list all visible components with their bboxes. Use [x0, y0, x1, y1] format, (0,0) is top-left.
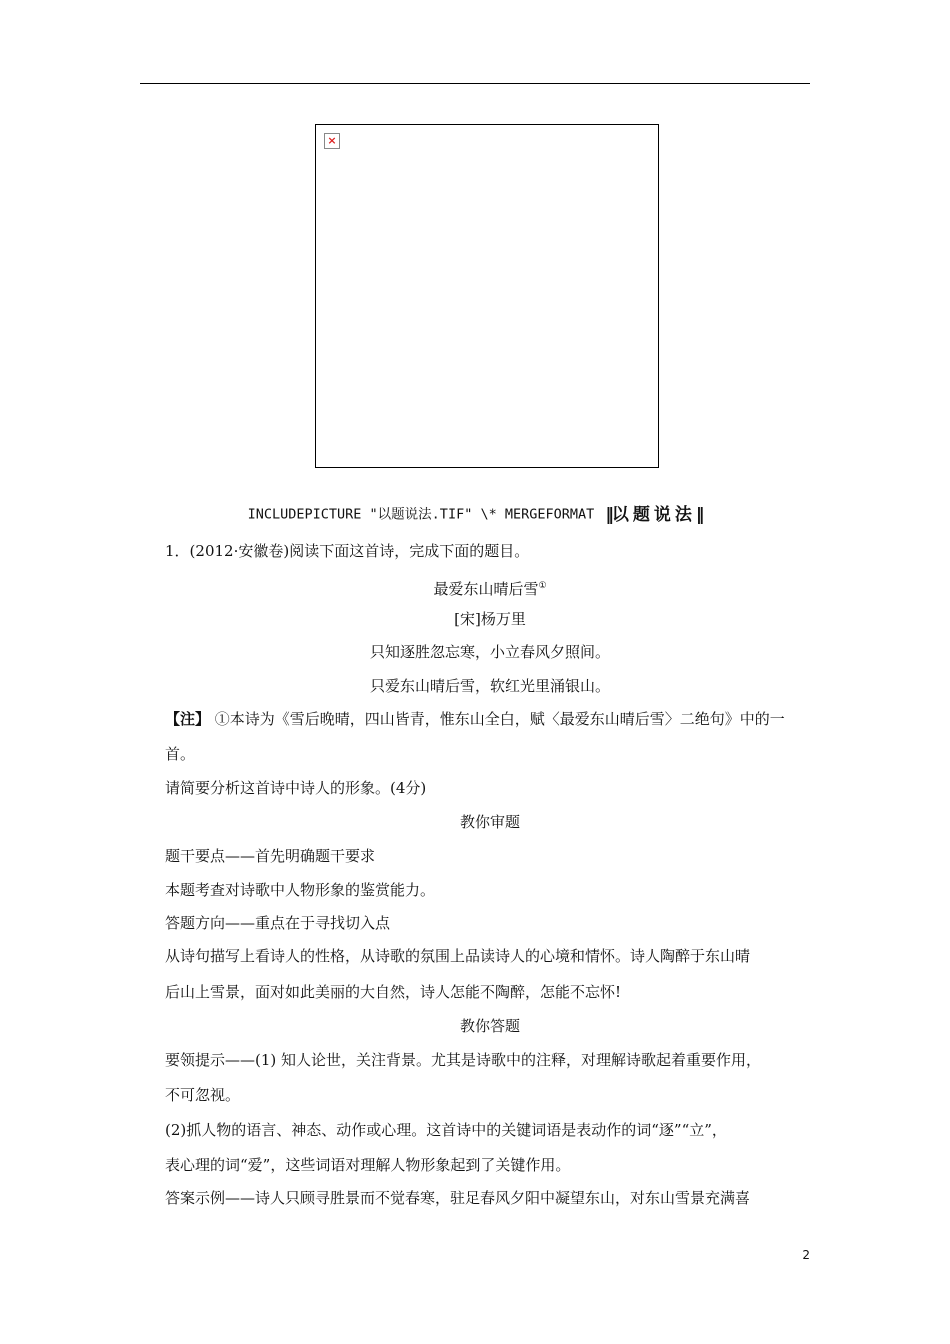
poem-author: [宋]杨万里 — [454, 610, 526, 628]
section-title-text: 以题说法 — [611, 505, 696, 525]
note-label: 【注】 — [165, 710, 211, 728]
left-bars: ‖ — [605, 505, 612, 525]
note-line-1 — [165, 709, 815, 729]
review-direction-label: 答题方向——重点在于寻找切入点 — [165, 914, 391, 932]
answer-tip-line-2: 不可忽视。 — [165, 1086, 241, 1104]
answer-example-line-1: 答案示例——诗人只顾寻胜景而不觉春寒，驻足春风夕阳中凝望东山，对东山雪景充满喜 — [165, 1189, 751, 1207]
missing-picture-frame — [315, 124, 659, 468]
note-text-1: ①本诗为《雪后晚晴，四山皆青，惟东山全白，赋〈最爱东山晴后雪〉二绝句》中的一 — [210, 710, 785, 728]
right-bars: ‖ — [695, 505, 703, 525]
field-code-line — [0, 500, 950, 524]
poem-title-text: 最爱东山晴后雪 — [433, 580, 539, 598]
answer-tip-line-1: 要领提示——(1) 知人论世，关注背景。尤其是诗歌中的注释，对理解诗歌起着重要作用， — [165, 1051, 762, 1069]
poem-title — [165, 576, 815, 599]
header-rule — [140, 83, 810, 84]
note-line-2: 首。 — [165, 745, 196, 763]
answer-tip2-line-1: (2)抓人物的语言、神态、动作或心理。这首诗中的关键词语是表动作的词“逐”“立”， — [165, 1121, 727, 1139]
section-title — [605, 505, 702, 525]
question-prompt: 请简要分析这首诗中诗人的形象。(4分) — [165, 779, 427, 797]
poem-note-mark: ① — [538, 581, 547, 591]
includepicture-field-code: INCLUDEPICTURE "以题说法.TIF" \* MERGEFORMAT — [247, 506, 595, 523]
review-stem-text: 本题考查对诗歌中人物形象的鉴赏能力。 — [165, 881, 436, 899]
page-number: 2 — [802, 1248, 810, 1262]
broken-image-icon: × — [324, 133, 340, 149]
poem-verse-1: 只知逐胜忽忘寒，小立春风夕照间。 — [369, 643, 610, 661]
review-direction-line-1: 从诗句描写上看诗人的性格，从诗歌的氛围上品读诗人的心境和情怀。诗人陶醉于东山晴 — [165, 947, 751, 965]
review-stem-label: 题干要点——首先明确题干要求 — [165, 847, 376, 865]
review-direction-line-2: 后山上雪景，面对如此美丽的大自然，诗人怎能不陶醉，怎能不忘怀! — [165, 983, 622, 1001]
answer-tip2-line-2: 表心理的词“爱”，这些词语对理解人物形象起到了关键作用。 — [165, 1156, 571, 1174]
review-heading: 教你审题 — [459, 813, 520, 831]
answer-heading: 教你答题 — [459, 1017, 520, 1035]
poem-verse-2: 只爱东山晴后雪，软红光里涌银山。 — [369, 677, 610, 695]
question-intro: 1．(2012·安徽卷)阅读下面这首诗，完成下面的题目。 — [165, 542, 530, 560]
